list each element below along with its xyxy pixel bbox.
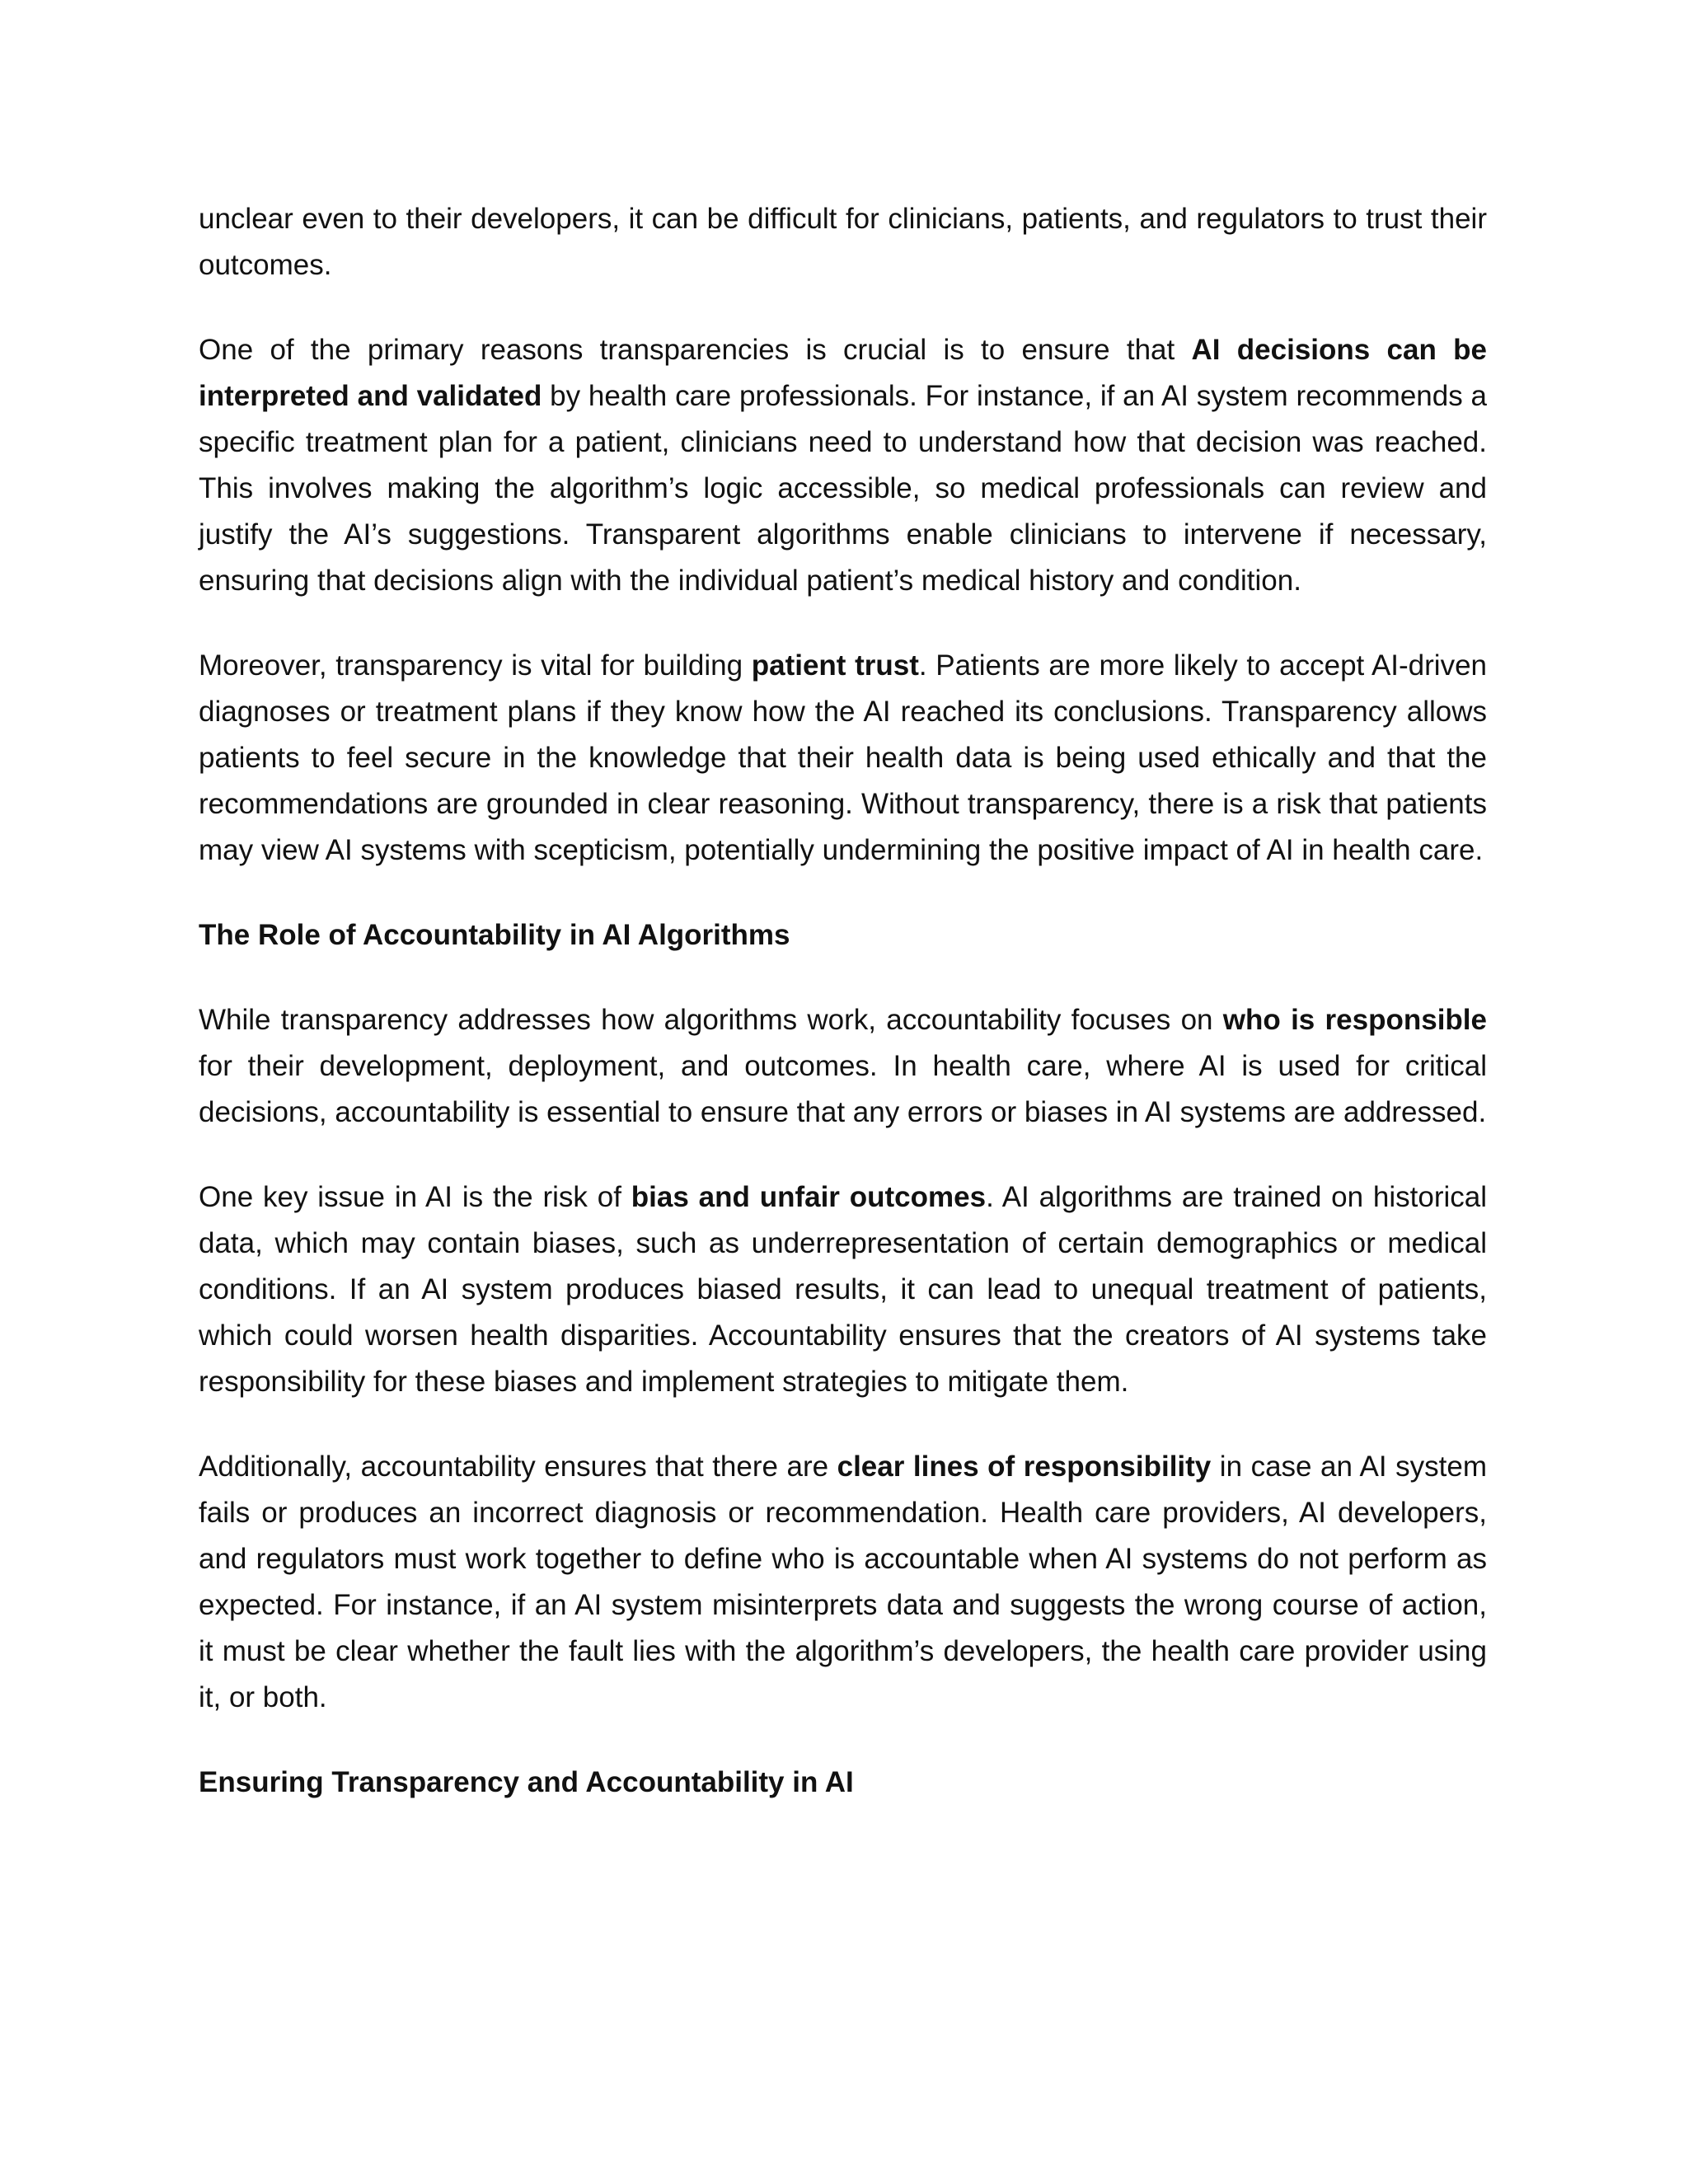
- paragraph-interpretability: [199, 327, 1487, 604]
- emphasis-text: who is responsible: [1222, 1004, 1487, 1036]
- paragraph-text: . AI algorithms are trained on historical data, which may contain biases, such as underrepresentation of certain demographics or medical conditions. If an AI system produces biased results, it can lead to unequal treatment of patients, which could worsen health disparities. Accountability ensures that the creators of AI systems take responsibility for these biases and implement strategies to mitigate them.: [199, 1181, 1488, 1398]
- paragraph-text: While transparency addresses how algorithms work, accountability focuses on: [199, 1004, 1223, 1036]
- paragraph-text: Additionally, accountability ensures that there are: [199, 1451, 837, 1483]
- paragraph-text: One key issue in AI is the risk of: [199, 1181, 631, 1213]
- emphasis-text: bias and unfair outcomes: [631, 1181, 987, 1213]
- paragraph-text: . Patients are more likely to accept AI-driven diagnoses or treatment plans if they know how the AI reached its conclusions. Transparency allows patients to feel secure in the knowledge that their health data is being used ethically and that the recommendations are grounded in clear reasoning. Without transparency, there is a risk that patients may view AI systems with scepticism, potentially undermining the positive impact of AI in health care.: [199, 649, 1488, 866]
- paragraph-trust-outcomes: [199, 196, 1487, 288]
- section-heading-ensuring: Ensuring Transparency and Accountability in AI: [199, 1766, 854, 1798]
- paragraph-text: unclear even to their developers, it can be difficult for clinicians, patients, and regulators to trust their outcomes.: [199, 203, 1487, 281]
- document-body: [199, 196, 1487, 1844]
- emphasis-text: patient trust: [751, 649, 919, 682]
- paragraph-text: Moreover, transparency is vital for building: [199, 649, 752, 682]
- paragraph-text: in case an AI system fails or produces an incorrect diagnosis or recommendation. Health care providers, AI developers, and regulators must work together to define who is accountable when AI systems do not perform as expected. For instance, if an AI system misinterprets data and suggests the wrong course of action, it must be clear whether the fault lies with the algorithm’s developers, the health care provider using it, or both.: [199, 1451, 1487, 1713]
- paragraph-responsibility: [199, 997, 1487, 1136]
- emphasis-text: clear lines of responsibility: [837, 1451, 1212, 1483]
- paragraph-lines-of-responsibility: [199, 1444, 1487, 1721]
- paragraph-text: for their development, deployment, and outcomes. In health care, where AI is used for critical decisions, accountability is essential to ensure that any errors or biases in AI systems are addressed.: [199, 1050, 1487, 1128]
- paragraph-text: by health care professionals. For instance, if an AI system recommends a specific treatment plan for a patient, clinicians need to understand how that decision was reached. This involves making the algorithm’s logic accessible, so medical professionals can review and justify the AI’s suggestions. Transparent algorithms enable clinicians to intervene if necessary, ensuring that decisions align with the individual patient’s medical history and condition.: [199, 380, 1487, 597]
- paragraph-patient-trust: [199, 643, 1487, 874]
- emphasis-text: AI decisions can be interpreted and validated: [199, 334, 1487, 412]
- section-heading-accountability-role: The Role of Accountability in AI Algorithms: [199, 919, 790, 951]
- paragraph-text: One of the primary reasons transparencies is crucial is to ensure that: [199, 334, 1192, 366]
- paragraph-bias: [199, 1174, 1487, 1405]
